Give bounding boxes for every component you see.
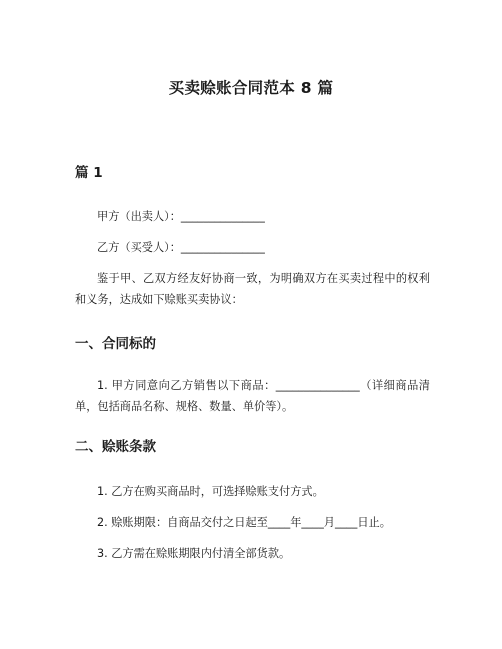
preamble-paragraph: 鉴于甲、乙双方经友好协商一致，为明确双方在买卖过程中的权利和义务，达成如下赊账买卖协议： — [75, 272, 430, 306]
section2-item-1: 1. 乙方在购买商品时，可选择赊账支付方式。 — [97, 485, 324, 498]
party-b-line: 乙方（买受人）：_______________ — [97, 241, 265, 254]
section2-heading: 二、赊账条款 — [75, 439, 156, 455]
document-title: 买卖赊账合同范本 8 篇 — [168, 79, 334, 97]
section1-item-1: 1. 甲方同意向乙方销售以下商品：_______________（详细商品清单，包括商品名称、规格、数量、单价等）。 — [75, 379, 430, 413]
section2-item-2: 2. 赊账期限：自商品交付之日起至____年____月____日止。 — [97, 516, 391, 529]
party-a-line: 甲方（出卖人）：_______________ — [97, 210, 265, 223]
section2-item-3: 3. 乙方需在赊账期限内付清全部货款。 — [97, 547, 291, 560]
section1-heading: 一、合同标的 — [75, 336, 156, 352]
part-heading: 篇 1 — [75, 165, 103, 181]
